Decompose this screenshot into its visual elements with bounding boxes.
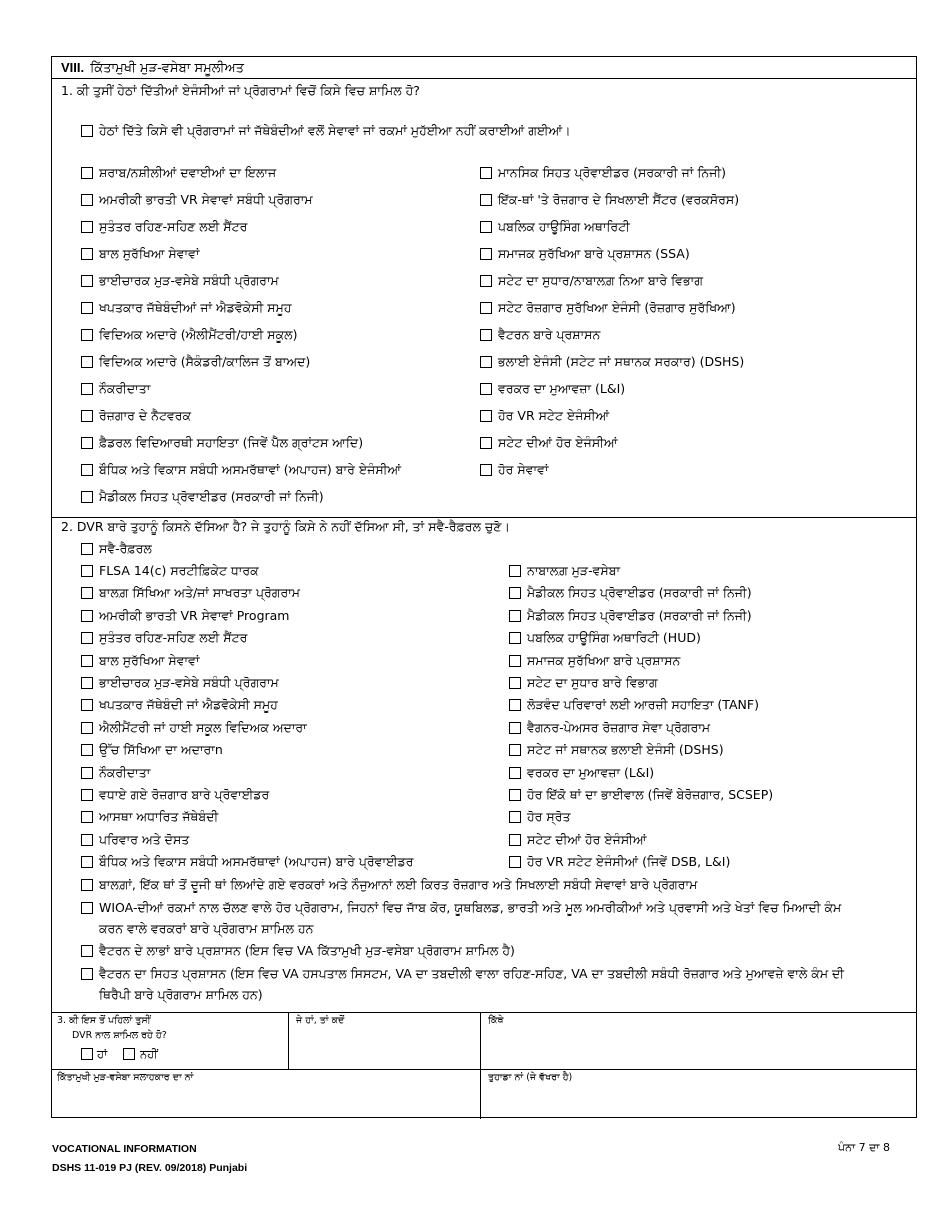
q1-option-checkbox[interactable] xyxy=(480,302,492,314)
q1-option-label: ਖਪਤਕਾਰ ਜੱਥੇਬੰਦੀਆਂ ਜਾਂ ਐਡਵੋਕੇਸੀ ਸਮੂਹ xyxy=(99,300,292,315)
q2-option-checkbox[interactable] xyxy=(81,632,93,644)
q1-option-checkbox[interactable] xyxy=(480,221,492,233)
q2-option-label: ਸੁਤੰਤਰ ਰਹਿਣ-ਸਹਿਣ ਲਈ ਸੈਂਟਰ xyxy=(99,630,248,646)
q1-option-checkbox[interactable] xyxy=(81,464,93,476)
q1-option-checkbox[interactable] xyxy=(480,167,492,179)
q1-option-checkbox[interactable] xyxy=(81,194,93,206)
q2-option-checkbox[interactable] xyxy=(509,722,521,734)
q2-option-checkbox[interactable] xyxy=(509,699,521,711)
your-name-label: ਤੁਹਾਡਾ ਨਾਂ (ਜੇ ਵੱਖਰਾ ਹੈ) xyxy=(488,1072,573,1083)
q1-option-checkbox[interactable] xyxy=(480,248,492,260)
q2-wide-option-label: ਬਾਲਗ਼ਾਂ, ਇੱਕ ਥਾਂ ਤੋਂ ਦੂਜੀ ਥਾਂ ਲਿਆਂਦੇ ਗਏ ਵਰਕਰਾਂ ਅਤੇ ਨੌਜੁਆਨਾਂ ਲਈ ਕਿਰਤ ਰੋਜ਼ਗਾਰ ਅਤੇ ਸਿਖਲਾਈ ਸਬੰਧੀ ਸੇਵਾਵਾਂ ਬਾਰੇ ਪ੍ਰੋਗਰਾਮ xyxy=(99,877,698,892)
q2-option-checkbox[interactable] xyxy=(509,565,521,577)
q1-option-checkbox[interactable] xyxy=(81,302,93,314)
q2-option-label: ਹੋਰ ਸ੍ਰੋਤ xyxy=(527,809,571,825)
q2-option-checkbox[interactable] xyxy=(81,655,93,667)
q2-option-label: ਪਰਿਵਾਰ ਅਤੇ ਦੋਸਤ xyxy=(99,831,190,847)
no-label: ਨਹੀਂ xyxy=(140,1047,158,1061)
q2-option-label: ਵਰਕਰ ਦਾ ਮੁਆਵਜ਼ਾ (L&I) xyxy=(527,764,655,780)
when-label: ਜੇ ਹਾਂ, ਤਾਂ ਕਦੋਂ xyxy=(296,1015,345,1026)
q1-option-checkbox[interactable] xyxy=(480,194,492,206)
q2-option-checkbox[interactable] xyxy=(509,789,521,801)
form-frame xyxy=(51,56,917,1118)
q3-question-line2: DVR ਨਾਲ ਸ਼ਾਮਿਲ ਰਹੇ ਹੋ? xyxy=(72,1030,167,1041)
q2-option-label: ਮੈਡੀਕਲ ਸਿਹਤ ਪ੍ਰੋਵਾਈਡਰ (ਸਰਕਾਰੀ ਜਾਂ ਨਿਜੀ) xyxy=(527,607,752,623)
q2-wide-option-label: WIOA-ਦੀਆਂ ਰਕਮਾਂ ਨਾਲ ਚੱਲਣ ਵਾਲੇ ਹੋਰ ਪ੍ਰੋਗਰਾਮ, ਜਿਹਨਾਂ ਵਿਚ ਜਾੱਬ ਕੋਰ, ਯੂਥਬਿਲਡ, ਭਾਰਤੀ ਅਤੇ ਮੂਲ ਅਮਰੀਕੀਆਂ ਅਤੇ ਪ੍ਰਵਾਸੀ ਅਤੇ ਖੇਤਾਂ ਵਿਚ ਮਿਆਦੀ ਕੰਮ xyxy=(99,900,842,915)
q1-none-option-checkbox[interactable] xyxy=(81,125,93,137)
q2-option-checkbox[interactable] xyxy=(509,587,521,599)
q1-option-label: ਭਲਾਈ ਏਜੰਸੀ (ਸਟੇਟ ਜਾਂ ਸਥਾਨਕ ਸਰਕਾਰ) (DSHS) xyxy=(498,354,745,369)
divider xyxy=(480,1012,481,1119)
divider xyxy=(52,517,916,518)
q1-option-checkbox[interactable] xyxy=(81,329,93,341)
q1-option-checkbox[interactable] xyxy=(480,464,492,476)
q2-option-label: ਹੋਰ VR ਸਟੇਟ ਏਜੰਸੀਆਂ (ਜਿਵੇਂ DSB, L&I) xyxy=(527,854,731,870)
q1-option-label: ਵਿਦਿਅਕ ਅਦਾਰੇ (ਐਲੀਮੈਂਟਰੀ/ਹਾਈ ਸਕੂਲ) xyxy=(99,327,298,342)
q1-option-label: ਵਰਕਰ ਦਾ ਮੁਆਵਜ਼ਾ (L&I) xyxy=(498,381,626,396)
divider xyxy=(288,1012,289,1069)
q1-question: 1. ਕੀ ਤੁਸੀਂ ਹੇਠਾਂ ਦਿੱਤੀਆਂ ਏਜੰਸੀਆਂ ਜਾਂ ਪ੍ਰੋਗਰਾਮਾਂ ਵਿਚੋਂ ਕਿਸੇ ਵਿਚ ਸ਼ਾਮਿਲ ਹੋ? xyxy=(61,83,420,98)
q2-wide-option-label: ਵੈਟਰਨ ਦੇ ਲਾਭਾਂ ਬਾਰੇ ਪ੍ਰਸ਼ਾਸਨ (ਇਸ ਵਿਚ VA ਕਿੱਤਾਮੁਖੀ ਮੁੜ-ਵਸੇਬਾ ਪ੍ਰੋਗਰਾਮ ਸ਼ਾਮਿਲ ਹੈ) xyxy=(99,943,515,958)
q1-option-label: ਮੈਡੀਕਲ ਸਿਹਤ ਪ੍ਰੋਵਾਈਡਰ (ਸਰਕਾਰੀ ਜਾਂ ਨਿਜੀ) xyxy=(99,489,324,504)
q2-option-checkbox[interactable] xyxy=(509,610,521,622)
q3-question: 3. ਕੀ ਇਸ ਤੋਂ ਪਹਿਲਾਂ ਤੁਸੀਂ xyxy=(57,1015,151,1026)
where-label: ਕਿੱਥੇ xyxy=(488,1015,504,1026)
q2-option-checkbox[interactable] xyxy=(81,610,93,622)
q2-option-label: ਹੋਰ ਇੱਕੋ ਥਾਂ ਦਾ ਭਾਈਵਾਲ (ਜਿਵੇਂ ਬੇਰੋਜ਼ਗਾਰ, SCSEP) xyxy=(527,787,774,802)
q1-option-checkbox[interactable] xyxy=(480,329,492,341)
q2-wide-option-checkbox[interactable] xyxy=(81,945,93,957)
q2-option-label: ਐਲੀਮੈਂਟਰੀ ਜਾਂ ਹਾਈ ਸਕੂਲ ਵਿਦਿਅਕ ਅਦਾਰਾ xyxy=(99,719,307,735)
q2-option-checkbox[interactable] xyxy=(81,565,93,577)
counselor-name-label: ਕਿੱਤਾਮੁਖੀ ਮੁੜ-ਵਸੇਬਾ ਸਲਾਹਕਾਰ ਦਾ ਨਾਂ xyxy=(57,1072,194,1083)
q1-option-label: ਸੁਤੰਤਰ ਰਹਿਣ-ਸਹਿਣ ਲਈ ਸੈਂਟਰ xyxy=(99,219,248,234)
q1-option-label: ਸਟੇਟ ਦੀਆਂ ਹੋਰ ਏਜੰਸੀਆਂ xyxy=(498,435,618,450)
q1-option-checkbox[interactable] xyxy=(81,221,93,233)
q1-option-checkbox[interactable] xyxy=(81,491,93,503)
q1-option-label: ਸਮਾਜਕ ਸੁਰੱਖਿਆ ਬਾਰੇ ਪ੍ਰਸ਼ਾਸਨ (SSA) xyxy=(498,246,690,261)
q2-option-checkbox[interactable] xyxy=(81,811,93,823)
q2-option-label: ਨਾਬਾਲਗ਼ ਮੁੜ-ਵਸੇਬਾ xyxy=(527,563,621,578)
section-heading: ਕਿੱਤਾਮੁਖੀ ਮੁੜ-ਵਸੇਬਾ ਸਮੂਲੀਅਤ xyxy=(90,61,244,76)
q2-option-label: ਅਮਰੀਕੀ ਭਾਰਤੀ VR ਸੇਵਾਵਾਂ Program xyxy=(99,607,290,623)
q1-option-label: ਹੋਰ ਸੇਵਾਵਾਂ xyxy=(498,462,549,477)
self-referral-option-checkbox[interactable] xyxy=(81,543,93,555)
q1-option-label: ਸਟੇਟ ਰੋਜ਼ਗਾਰ ਸੁਰੱਖਿਆ ਏਜੰਸੀ (ਰੋਜ਼ਗਾਰ ਸੁਰੱਖਿਆ) xyxy=(498,300,736,315)
q2-option-checkbox[interactable] xyxy=(509,856,521,868)
q2-option-label: ਪਬਲਿਕ ਹਾਊਸਿੰਗ ਅਥਾਰਿਟੀ (HUD) xyxy=(527,630,701,646)
q2-wide-option-checkbox[interactable] xyxy=(81,968,93,980)
q1-option-checkbox[interactable] xyxy=(480,275,492,287)
q1-option-label: ਅਮਰੀਕੀ ਭਾਰਤੀ VR ਸੇਵਾਵਾਂ ਸਬੰਧੀ ਪ੍ਰੋਗਰਾਮ xyxy=(99,192,313,207)
q2-option-label: ਬਾਲ ਸੁਰੱਖਿਆ ਸੇਵਾਵਾਂ xyxy=(99,652,200,668)
self-referral-option-label: ਸਵੈ-ਰੈਫ਼ਰਲ xyxy=(99,541,152,556)
divider xyxy=(52,1012,916,1013)
q1-option-checkbox[interactable] xyxy=(81,410,93,422)
q1-option-label: ਬੌਧਿਕ ਅਤੇ ਵਿਕਾਸ ਸਬੰਧੀ ਅਸਮਰੱਥਾਵਾਂ (ਅਪਾਹਜ) ਬਾਰੇ ਏਜੰਸੀਆਂ xyxy=(99,462,402,477)
q2-option-label: ਆਸਥਾ ਅਧਾਰਿਤ ਜੱਥੇਬੰਦੀ xyxy=(99,809,219,825)
q2-option-checkbox[interactable] xyxy=(81,744,93,756)
q1-option-label: ਇੱਕ-ਥਾਂ 'ਤੇ ਰੋਜ਼ਗਾਰ ਦੇ ਸਿਖਲਾਈ ਸੈਂਟਰ (ਵਰਕਸੋਰਸ) xyxy=(498,192,740,207)
q1-option-label: ਰੋਜ਼ਗਾਰ ਦੇ ਨੈਟਵਰਕ xyxy=(99,408,192,423)
section-number: VIII. xyxy=(61,60,85,75)
q2-option-checkbox[interactable] xyxy=(509,811,521,823)
q2-option-checkbox[interactable] xyxy=(81,722,93,734)
q1-option-label: ਪਬਲਿਕ ਹਾਊਸਿੰਗ ਅਥਾਰਿਟੀ xyxy=(498,219,630,234)
q1-option-checkbox[interactable] xyxy=(480,383,492,395)
q2-option-checkbox[interactable] xyxy=(509,744,521,756)
q2-option-label: ਮੈਡੀਕਲ ਸਿਹਤ ਪ੍ਰੋਵਾਈਡਰ (ਸਰਕਾਰੀ ਜਾਂ ਨਿਜੀ) xyxy=(527,585,752,601)
q2-option-label: FLSA 14(c) ਸਰਟੀਫ਼ਿਕੇਟ ਧਾਰਕ xyxy=(99,563,259,578)
q2-option-checkbox[interactable] xyxy=(81,856,93,868)
q2-option-checkbox[interactable] xyxy=(81,587,93,599)
q2-option-checkbox[interactable] xyxy=(509,834,521,846)
q2-option-label: ਸਮਾਜਕ ਸੁਰੱਖਿਆ ਬਾਰੇ ਪ੍ਰਸ਼ਾਸਨ xyxy=(527,652,681,668)
q2-option-checkbox[interactable] xyxy=(81,677,93,689)
q1-option-checkbox[interactable] xyxy=(81,275,93,287)
q1-option-label: ਹੋਰ VR ਸਟੇਟ ਏਜੰਸੀਆਂ xyxy=(498,408,610,423)
yes-checkbox[interactable] xyxy=(81,1048,93,1060)
q1-option-label: ਸਟੇਟ ਦਾ ਸੁਧਾਰ/ਨਾਬਾਲਗ਼ ਨਿਆ ਬਾਰੇ ਵਿਭਾਗ xyxy=(498,273,703,288)
yes-label: ਹਾਂ xyxy=(97,1047,108,1061)
q2-wide-option-checkbox[interactable] xyxy=(81,902,93,914)
q2-option-label: ਵਧਾਏ ਗਏ ਰੋਜ਼ਗਾਰ ਬਾਰੇ ਪ੍ਰੋਵਾਈਡਰ xyxy=(99,787,270,802)
q2-option-checkbox[interactable] xyxy=(81,699,93,711)
q2-wide-option-label-cont: ਕਰਨ ਵਾਲੇ ਵਰਕਰਾਂ ਬਾਰੇ ਪ੍ਰੋਗਰਾਮ ਸ਼ਾਮਿਲ ਹਨ xyxy=(99,921,314,936)
q1-option-label: ਵਿਦਿਅਕ ਅਦਾਰੇ (ਸੈਕੰਡਰੀ/ਕਾਲਿਜ ਤੋਂ ਬਾਅਦ) xyxy=(99,354,311,369)
q2-option-label: ਬੌਧਿਕ ਅਤੇ ਵਿਕਾਸ ਸਬੰਧੀ ਅਸਮਰੱਥਾਵਾਂ (ਅਪਾਹਜ) ਬਾਰੇ ਪ੍ਰੋਵਾਈਡਰ xyxy=(99,854,414,870)
q2-option-checkbox[interactable] xyxy=(509,677,521,689)
q1-option-label: ਨੌਕਰੀਦਾਤਾ xyxy=(99,381,151,396)
q1-option-checkbox[interactable] xyxy=(81,356,93,368)
q1-option-checkbox[interactable] xyxy=(81,437,93,449)
q1-option-checkbox[interactable] xyxy=(480,410,492,422)
q2-wide-option-label-cont: ਥਿਰੈਪੀ ਬਾਰੇ ਪ੍ਰੋਗਰਾਮ ਸ਼ਾਮਿਲ ਹਨ) xyxy=(99,987,263,1002)
q1-option-checkbox[interactable] xyxy=(480,356,492,368)
q2-option-label: ਬਾਲਗ਼ ਸਿੱਖਿਆ ਅਤੇ/ਜਾਂ ਸਾਖਰਤਾ ਪ੍ਰੋਗਰਾਮ xyxy=(99,585,301,601)
q2-option-checkbox[interactable] xyxy=(81,834,93,846)
divider xyxy=(52,1069,916,1070)
q2-option-label: ਖਪਤਕਾਰ ਜੱਥੇਬੰਦੀ ਜਾਂ ਐਡਵੋਕੇਸੀ ਸਮੂਹ xyxy=(99,697,278,713)
q2-option-label: ਭਾਈਚਾਰਕ ਮੁੜ-ਵਸੇਬੇ ਸਬੰਧੀ ਪ੍ਰੋਗਰਾਮ xyxy=(99,675,279,690)
page-number: ਪੰਨਾ 7 ਦਾ 8 xyxy=(838,1141,891,1154)
q1-option-checkbox[interactable] xyxy=(81,248,93,260)
q1-option-label: ਵੈਟਰਨ ਬਾਰੇ ਪ੍ਰਸ਼ਾਸਨ xyxy=(498,327,601,342)
q2-option-checkbox[interactable] xyxy=(509,655,521,667)
q1-option-checkbox[interactable] xyxy=(81,167,93,179)
q1-option-label: ਸ਼ਰਾਬ/ਨਸ਼ੀਲੀਆਂ ਦਵਾਈਆਂ ਦਾ ਇਲਾਜ xyxy=(99,165,277,180)
q1-none-option-label: ਹੇਠਾਂ ਦਿੱਤੇ ਕਿਸੇ ਵੀ ਪ੍ਰੋਗਰਾਮਾਂ ਜਾਂ ਜੱਥੇਬੰਦੀਆਂ ਵਲੋਂ ਸੇਵਾਵਾਂ ਜਾਂ ਰਕਮਾਂ ਮੁਹੱਈਆ ਨਹੀਂ ਕਰਾਈਆਂ ਗਈਆਂ। xyxy=(99,123,571,138)
q1-option-label: ਫ਼ੈਡਰਲ ਵਿਦਿਆਰਥੀ ਸਹਾਇਤਾ (ਜਿਵੇਂ ਪੈੱਲ ਗ੍ਰਾਂਟਸ ਆਦਿ) xyxy=(99,435,364,450)
q2-wide-option-checkbox[interactable] xyxy=(81,879,93,891)
q2-wide-option-label: ਵੈਟਰਨ ਦਾ ਸਿਹਤ ਪ੍ਰਸ਼ਾਸਨ (ਇਸ ਵਿਚ VA ਹਸਪਤਾਲ ਸਿਸਟਮ, VA ਦਾ ਤਬਦੀਲੀ ਵਾਲਾ ਰਹਿਣ-ਸਹਿਣ, VA ਦਾ ਤਬਦੀਲੀ ਸਬੰਧੀ ਰੋਜ਼ਗਾਰ ਅਤੇ ਮੁਆਵਜ਼ੇ ਵਾਲੇ ਕੰਮ ਦੀ xyxy=(99,966,845,981)
q1-option-label: ਭਾਈਚਾਰਕ ਮੁੜ-ਵਸੇਬੇ ਸਬੰਧੀ ਪ੍ਰੋਗਰਾਮ xyxy=(99,273,279,288)
q1-option-checkbox[interactable] xyxy=(81,383,93,395)
footer-title: VOCATIONAL INFORMATION xyxy=(52,1143,197,1155)
q2-option-label: ਲੋੜਵੰਦ ਪਰਿਵਾਰਾਂ ਲਈ ਆਰਜ਼ੀ ਸਹਾਇਤਾ (TANF) xyxy=(527,697,759,713)
q2-question: 2. DVR ਬਾਰੇ ਤੁਹਾਨੂੰ ਕਿਸਨੇ ਦੱਸਿਆ ਹੈ? ਜੇ ਤੁਹਾਨੂੰ ਕਿਸੇ ਨੇ ਨਹੀਂ ਦੱਸਿਆ ਸੀ, ਤਾਂ ਸਵੈ-ਰੈਫ਼ਰਲ ਚੁਣੋ। xyxy=(61,519,510,534)
q2-option-checkbox[interactable] xyxy=(509,632,521,644)
q2-option-checkbox[interactable] xyxy=(81,767,93,779)
q2-option-label: ਉੱਚ ਸਿੱਖਿਆ ਦਾ ਅਦਾਰਾn xyxy=(99,742,223,758)
q1-option-checkbox[interactable] xyxy=(480,437,492,449)
q1-option-label: ਮਾਨਸਿਕ ਸਿਹਤ ਪ੍ਰੋਵਾਈਡਰ (ਸਰਕਾਰੀ ਜਾਂ ਨਿਜੀ) xyxy=(498,165,726,180)
section-title xyxy=(52,57,916,79)
q2-option-label: ਸਟੇਟ ਜਾਂ ਸਥਾਨਕ ਭਲਾਈ ਏਜੰਸੀ (DSHS) xyxy=(527,742,724,758)
form-number: DSHS 11-019 PJ (REV. 09/2018) Punjabi xyxy=(52,1162,248,1174)
q2-option-label: ਵੈਗਨਰ-ਪੇਅਸਰ ਰੋਜ਼ਗਾਰ ਸੇਵਾ ਪ੍ਰੋਗਰਾਮ xyxy=(527,719,711,735)
q2-option-label: ਸਟੇਟ ਦੀਆਂ ਹੋਰ ਏਜੰਸੀਆਂ xyxy=(527,831,647,847)
no-checkbox[interactable] xyxy=(123,1048,135,1060)
q2-option-checkbox[interactable] xyxy=(81,789,93,801)
q2-option-label: ਨੌਕਰੀਦਾਤਾ xyxy=(99,764,151,780)
q2-option-checkbox[interactable] xyxy=(509,767,521,779)
q2-option-label: ਸਟੇਟ ਦਾ ਸੁਧਾਰ ਬਾਰੇ ਵਿਭਾਗ xyxy=(527,675,658,690)
q1-option-label: ਬਾਲ ਸੁਰੱਖਿਆ ਸੇਵਾਵਾਂ xyxy=(99,246,200,261)
